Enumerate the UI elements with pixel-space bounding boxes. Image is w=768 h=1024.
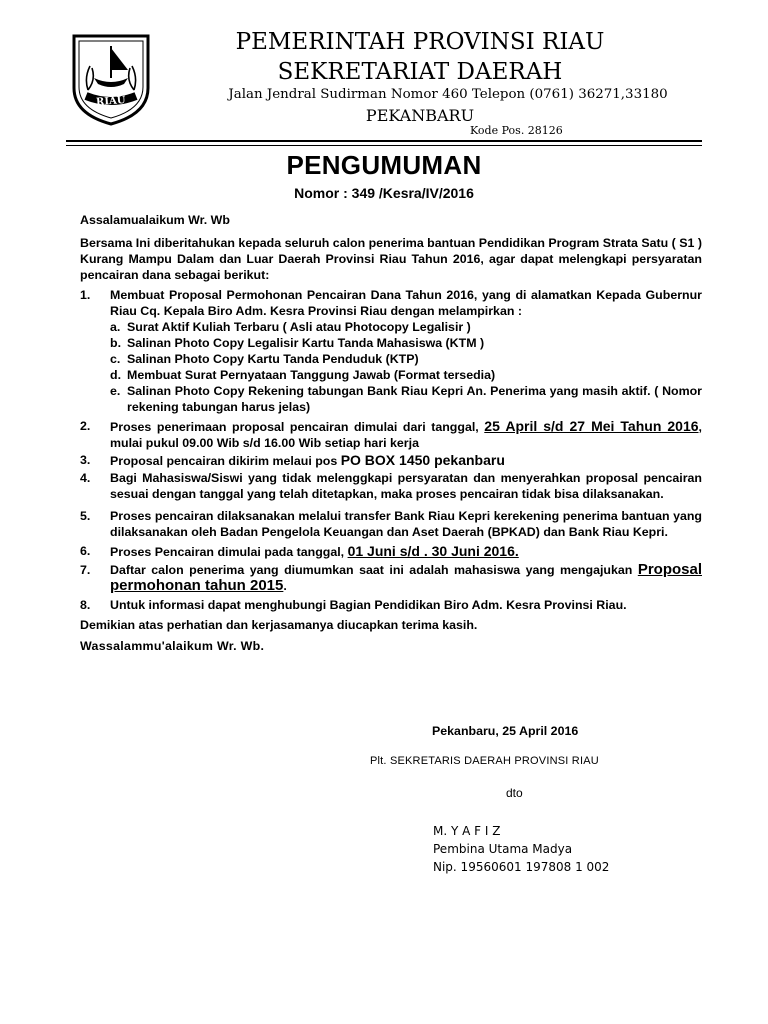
closing-paragraph: Demikian atas perhatian dan kerjasamanya diucapkan terima kasih. — [80, 618, 478, 632]
item-text: Daftar calon penerima yang diumumkan saat ini adalah mahasiswa yang mengajukan — [110, 563, 638, 577]
item-text: Untuk informasi dapat menghubungi Bagian Pendidikan Biro Adm. Kesra Provinsi Riau. — [110, 598, 627, 612]
announcement-body — [80, 212, 702, 654]
sub-text: Salinan Photo Copy Kartu Tanda Penduduk (KTP) — [127, 352, 419, 366]
list-item — [80, 287, 702, 415]
highlight-date-range: 25 April s/d 27 Mei Tahun 2016 — [484, 418, 699, 434]
sub-letter: e. — [110, 384, 121, 398]
item-text: Membuat Proposal Permohonan Pencairan Dana Tahun 2016, yang di alamatkan Kepada Gubernur Riau Cq. Kepala Biro Adm. Kesra Provinsi Riau dengan melampirkan : — [110, 288, 702, 318]
signatory-block — [433, 822, 609, 876]
signature-role: Plt. SEKRETARIS DAERAH PROVINSI RIAU — [370, 755, 599, 767]
item-number: 8. — [80, 598, 91, 612]
item-number: 2. — [80, 419, 91, 433]
item-text: Proses pencairan dilaksanakan melalui transfer Bank Riau Kepri kerekening penerima bantuan yang dilaksanakan oleh Badan Pengelola Keuangan dan Aset Daerah (BPKAD) dan Bank Riau Kepri. — [110, 509, 702, 539]
item-number: 5. — [80, 509, 91, 523]
sub-letter: c. — [110, 352, 121, 366]
item-text: Proposal pencairan dikirim melaui pos — [110, 454, 341, 468]
letterhead-government: PEMERINTAH PROVINSI RIAU — [235, 29, 605, 55]
list-item — [80, 597, 702, 613]
signatory-rank: Pembina Utama Madya — [433, 842, 573, 856]
sub-text: Surat Aktif Kuliah Terbaru ( Asli atau Photocopy Legalisir ) — [127, 320, 471, 334]
letterhead-postal-code: Kode Pos. 28126 — [470, 124, 563, 137]
letterhead-rule-thin — [66, 145, 702, 146]
sub-item — [110, 351, 702, 367]
item-number: 3. — [80, 453, 91, 467]
document-number: Nomor : 349 /Kesra/IV/2016 — [294, 185, 474, 201]
sub-text: Salinan Photo Copy Rekening tabungan Bank Riau Kepri An. Penerima yang masih aktif. ( Nomor rekening tabungan harus jelas) — [127, 384, 702, 414]
item-text: , mulai pukul 09.00 Wib s/d 16.00 Wib setiap hari kerja — [110, 420, 702, 450]
highlight-disbursement-dates: 01 Juni s/d . 30 Juni 2016. — [347, 543, 519, 559]
item-number: 6. — [80, 544, 91, 558]
sub-text: Salinan Photo Copy Legalisir Kartu Tanda Mahasiswa (KTM ) — [127, 336, 485, 350]
list-item — [80, 470, 702, 502]
item-text: Bagi Mahasiswa/Siswi yang tidak melenggkapi persyaratan dan menyerahkan proposal pencairan sesuai dengan tanggal yang telah ditetapkan, maka proses pencairan tidak bisa dilaksanakan. — [110, 471, 702, 501]
list-item — [80, 452, 702, 469]
list-item — [80, 508, 702, 540]
sub-item — [110, 335, 702, 351]
emblem-label: RIAU — [95, 94, 126, 109]
item-number: 4. — [80, 471, 91, 485]
letterhead-office: SEKRETARIAT DAERAH — [277, 59, 563, 85]
sub-item — [110, 367, 702, 383]
item-text: Proses penerimaan proposal pencairan dimulai dari tanggal, — [110, 420, 485, 434]
letterhead-rule-thick — [66, 140, 702, 142]
list-item — [80, 418, 702, 451]
signature-dto: dto — [506, 786, 523, 800]
signature-place-date: Pekanbaru, 25 April 2016 — [432, 724, 579, 738]
sub-item — [110, 383, 702, 415]
intro-paragraph: Bersama Ini diberitahukan kepada seluruh calon penerima bantuan Pendidikan Program Strata Satu ( S1 ) Kurang Mampu Dalam dan Luar Daerah Provinsi Riau Tahun 2016, agar dapat melengkapi persyaratan pencairan dana sebagai berikut: — [80, 236, 702, 282]
sub-letter: a. — [110, 320, 121, 334]
sub-letter: b. — [110, 336, 122, 350]
closing-salutation: Wassalammu'alaikum Wr. Wb. — [80, 639, 265, 653]
requirements-list — [80, 287, 702, 613]
list-item — [80, 543, 702, 560]
signatory-nip: Nip. 19560601 197808 1 002 — [433, 860, 610, 874]
item-text: Proses Pencairan dimulai pada tanggal, — [110, 545, 348, 559]
letterhead-city: PEKANBARU — [365, 106, 475, 125]
greeting: Assalamualaikum Wr. Wb — [80, 213, 230, 227]
letterhead-address: Jalan Jendral Sudirman Nomor 460 Telepon (0761) 36271,33180 — [228, 87, 668, 102]
item-text: . — [283, 579, 287, 593]
highlight-po-box: PO BOX 1450 pekanbaru — [340, 452, 505, 468]
item-number: 1. — [80, 288, 91, 302]
list-item — [80, 562, 702, 594]
item-number: 7. — [80, 563, 91, 577]
sub-letter: d. — [110, 368, 122, 382]
highlight-proposal-year: Proposal permohonan tahun 2015 — [110, 561, 702, 594]
sub-item — [110, 319, 702, 335]
attachment-list — [110, 319, 702, 415]
sub-text: Membuat Surat Pernyataan Tanggung Jawab (Format tersedia) — [127, 368, 496, 382]
signatory-name: M. Y A F I Z — [433, 824, 501, 838]
document-title: PENGUMUMAN — [286, 150, 482, 180]
